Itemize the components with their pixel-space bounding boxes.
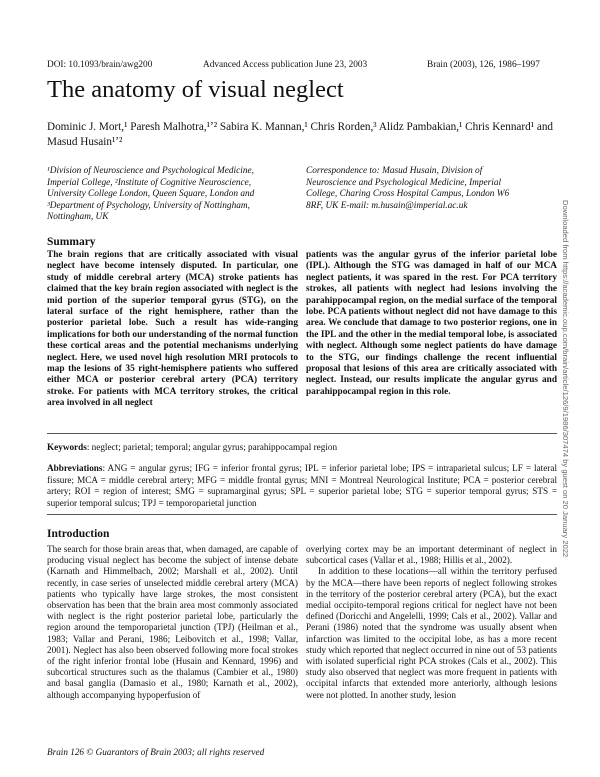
- keywords: [47, 442, 337, 452]
- introduction-heading: Introduction: [47, 528, 110, 540]
- header-publication: Advanced Access publication June 23, 2003: [203, 60, 368, 70]
- introduction-column-2: [306, 544, 557, 701]
- abbreviations-text: : ANG = angular gyrus; IFG = inferior frontal gyrus; IPL = inferior parietal lobe; IPS = intraparietal sulcus; LF = lateral fissure; MCA = middle cerebral artery; MFG = middle frontal gyrus; MNI = Montreal Neurological Institute; PCA = posterior cerebral artery; ROI = region of interest; SMG = supramarginal gyrus; SPL = superior parietal lobe; STG = superior temporal gyrus; STS = superior temporal sulcus; TPJ = temporoparietal junction: [47, 463, 557, 508]
- footer: Brain 126 © Guarantors of Brain 2003; all rights reserved: [47, 747, 265, 757]
- affiliations: ¹Division of Neuroscience and Psychological Medicine, Imperial College, ²Institute of Cognitive Neuroscience, University College London, Queen Square, London and ³Department of Psychology, University of Nottingham, Nottingham, UK: [47, 166, 255, 223]
- abbreviations-label: Abbreviations: [47, 463, 103, 473]
- introduction-column-1: [47, 544, 298, 701]
- keywords-label: Keywords: [47, 442, 87, 452]
- page-title: The anatomy of visual neglect: [47, 76, 344, 103]
- summary-column-1: The brain regions that are critically associated with visual neglect have become intensely disputed. In particular, one study of middle cerebral artery (MCA) stroke patients has claimed that the key brain region associated with neglect is the mid portion of the superior temporal gyrus (STG), on the lateral surface of the right hemisphere, rather than the posterior parietal lobe. Such a result has wide-ranging implications for both our understanding of the normal function these cortical areas and the potential mechanisms underlying neglect. Here, we used novel high resolution MRI protocols to map the lesions of 35 right-hemisphere patients who suffered either MCA or posterior cerebral artery (PCA) territory stroke. For patients with MCA territory strokes, the critical area involved in all neglect: [47, 250, 298, 409]
- rule-bottom: [47, 514, 557, 515]
- download-sidebar: Downloaded from https://academic.oup.com/brain/article/126/9/1986/307474 by guest on 20 January 2022: [561, 200, 570, 558]
- intro-paragraph-2: overlying cortex may be an important determinant of neglect in subcortical cases (Vallar et al., 1988; Hillis et al., 2002).: [306, 544, 557, 566]
- summary-heading: Summary: [47, 236, 96, 248]
- keywords-text: : neglect; parietal; temporal; angular gyrus; parahippocampal region: [86, 442, 338, 452]
- header-citation: Brain (2003), 126, 1986–1997: [427, 60, 540, 70]
- rule-top: [47, 433, 557, 434]
- correspondence: Correspondence to: Masud Husain, Division of Neuroscience and Psychological Medicine, Imperial College, Charing Cross Hospital Campus, London W6 8RF, UK E-mail: m.husain@imperial.ac.uk: [306, 166, 510, 211]
- authors: Dominic J. Mort,¹ Paresh Malhotra,¹ʼ² Sabira K. Mannan,¹ Chris Rorden,³ Alidz Pambakian,¹ Chris Kennard¹ and Masud Husain¹ʼ²: [47, 121, 554, 148]
- header-doi: DOI: 10.1093/brain/awg200: [47, 60, 153, 70]
- intro-paragraph-1: The search for those brain areas that, when damaged, are capable of producing visual neglect has become the subject of intense debate (Karnath and Himmelbach, 2002; Marshall et al., 2002). Until recently, in case series of unselected middle cerebral artery (MCA) patients who typically have large strokes, the most consistent observation has been that the brain area most commonly associated with neglect is the right posterior parietal lobe, particularly the region around the temporoparietal junction (TPJ) (Heilman et al., 1983; Vallar and Perani, 1986; Leibovitch et al., 1998; Vallar, 2001). Neglect has also been observed following more focal strokes of the right inferior frontal lobe (Husain and Kennard, 1996) and subcortical structures such as the thalamus (Cambier et al., 1980) and basal ganglia (Damasio et al., 1980; Karnath et al., 2002), although accompanying hypoperfusion of: [47, 544, 298, 700]
- intro-paragraph-3: In addition to these locations—all within the territory perfused by the MCA—there have been reports of neglect following strokes in the territory of the posterior cerebral artery (PCA), but the exact medial occipito-temporal regions critical for neglect have not been defined (Doricchi and Angelelli, 1999; Cals et al., 2002). Vallar and Perani (1986) noted that the syndrome was usually absent when infarction was limited to the occipital lobe, as has a more recent study which reported that neglect occurred in nine out of 53 patients with isolated superficial right PCA strokes (Cals et al., 2002). This study also observed that neglect was more frequent in patients with occipital infarcts that extended more anteriorly, although lesions were not plotted. In another study, lesion: [306, 566, 557, 700]
- summary-column-2: patients was the angular gyrus of the inferior parietal lobe (IPL). Although the STG was damaged in half of our MCA neglect patients, it was spared in the rest. For PCA territory strokes, all patients with neglect had lesions involving the parahippocampal region, on the medial surface of the temporal lobe. PCA patients without neglect did not have damage to this area. We conclude that damage to two posterior regions, one in the IPL and the other in the medial temporal lobe, is associated with neglect. Although some neglect patients do have damage to the STG, our findings challenge the recent influential proposal that lesions of this area are critically associated with neglect. Instead, our results implicate the angular gyrus and parahippocampal region in this role.: [306, 250, 557, 397]
- abbreviations: [47, 463, 557, 509]
